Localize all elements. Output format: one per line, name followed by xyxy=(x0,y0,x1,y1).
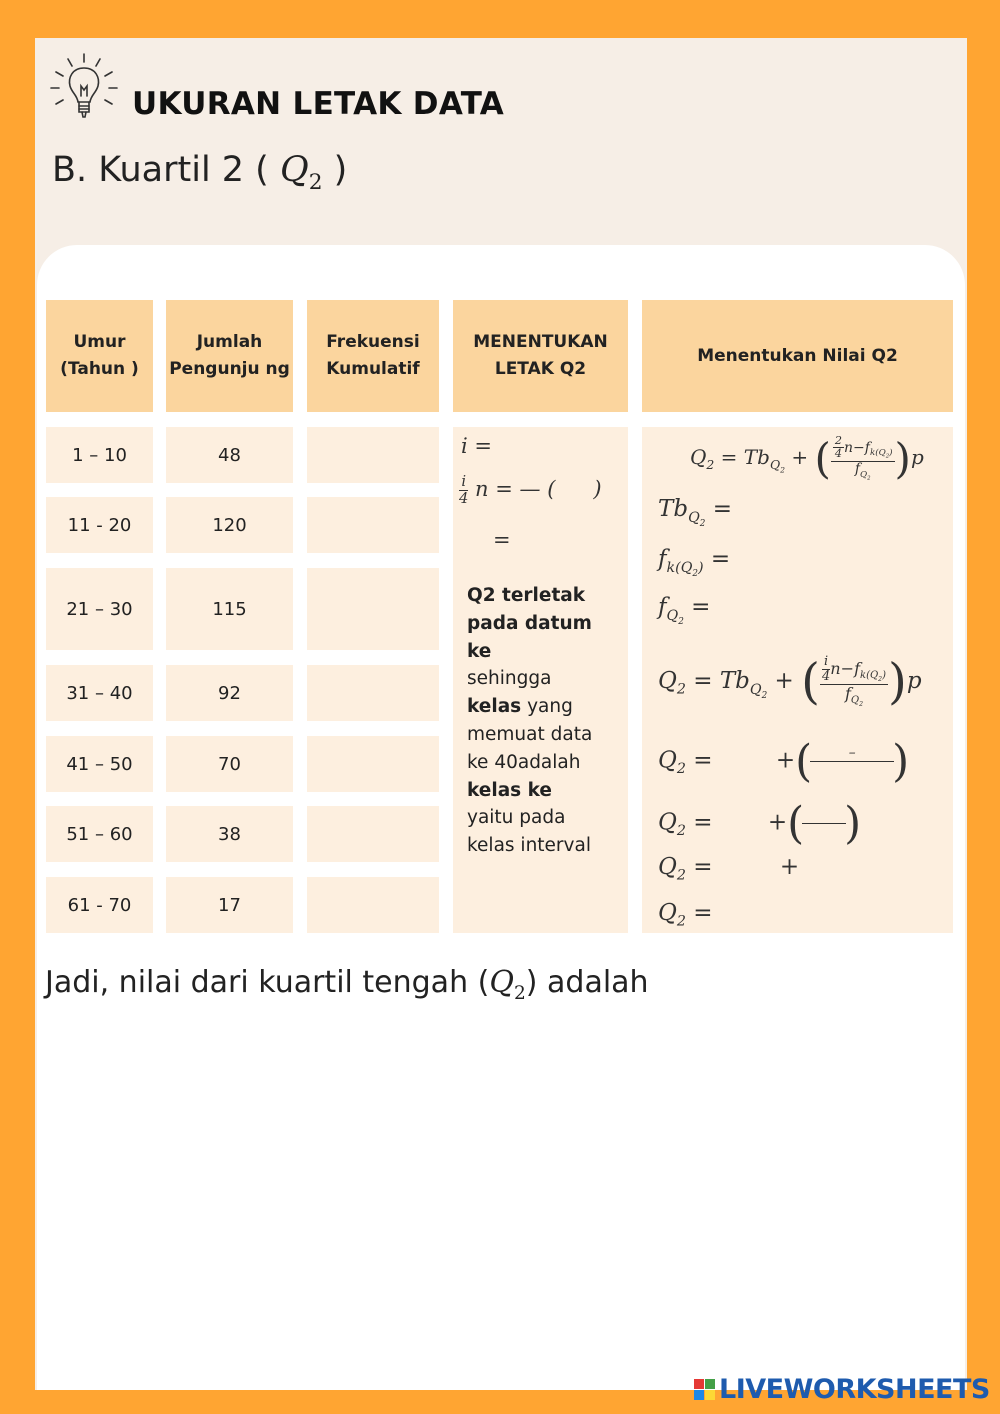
f1-small-frac xyxy=(833,435,844,461)
letak-line-6: memuat data xyxy=(467,723,593,745)
f2-plus: + xyxy=(774,668,794,694)
s1-frac-den xyxy=(850,762,854,777)
f1-k: k xyxy=(869,448,876,459)
liveworksheets-logo[interactable] xyxy=(694,1374,990,1405)
s2-paren-l: ( xyxy=(787,798,805,849)
f1-small-den: 4 xyxy=(834,446,842,460)
s2-q: Q xyxy=(658,809,677,836)
fk-f: f xyxy=(658,546,667,572)
cell-jumlah-2: 120 xyxy=(166,497,293,553)
f2-frac-den xyxy=(845,685,863,709)
input-frekuensi-6[interactable] xyxy=(307,806,439,862)
nilai-step-1 xyxy=(658,736,909,787)
s3-plus: + xyxy=(779,854,800,880)
letak-n-suffix: ) xyxy=(593,477,602,502)
conclusion-text xyxy=(45,965,649,1004)
conclusion-sub: 2 xyxy=(513,983,526,1004)
logo-mark-i xyxy=(705,1379,715,1389)
f1-f: f xyxy=(864,439,870,456)
f1-den-f: f xyxy=(854,460,861,477)
f2-minus: − xyxy=(840,659,855,678)
letak-line-10: kelas interval xyxy=(467,835,591,857)
nilai-formula-general xyxy=(690,434,924,483)
f1-paren-l: ( xyxy=(814,434,831,483)
s2-plus: + xyxy=(767,809,788,836)
f2-paren-r: ) xyxy=(887,654,907,710)
logo-mark-l xyxy=(694,1379,704,1389)
f1-small-num: 2 xyxy=(834,433,842,447)
s1-q: Q xyxy=(658,747,677,774)
f2-small-num: i xyxy=(824,653,829,669)
letak-line-8: kelas ke xyxy=(467,779,552,801)
s1-paren-r: ) xyxy=(892,736,910,787)
nilai-fk-line: $f_{k(Q_2)}$ = xyxy=(658,546,731,579)
s2-sub: 2 xyxy=(676,823,686,840)
logo-mark-v xyxy=(694,1390,704,1400)
f1-den-sub: 2 xyxy=(867,475,871,482)
letak-line-7: ke 40adalah xyxy=(467,751,581,773)
letak-i-over-4 xyxy=(459,474,468,507)
letak-frac-num: i xyxy=(461,473,467,490)
tb-q-sub: 2 xyxy=(699,518,706,529)
nilai-step-2 xyxy=(658,798,861,849)
header-jumlah: Jumlah Pengunju ng xyxy=(166,300,293,412)
fq-eq: = xyxy=(691,594,711,620)
letak-line-3: ke xyxy=(467,640,492,662)
letak-frac-den: 4 xyxy=(459,490,469,508)
f2-k: k xyxy=(860,670,867,682)
input-frekuensi-2[interactable] xyxy=(307,497,439,553)
cell-jumlah-5: 70 xyxy=(166,736,293,792)
f2-f: f xyxy=(854,659,861,678)
f2-q-sub: 2 xyxy=(676,681,686,698)
fk-q: Q xyxy=(680,559,693,576)
f2-frac-num: $\frac{i}{4}$ $n-f_{k(Q_2)}$ xyxy=(821,653,886,684)
letak-description xyxy=(467,582,592,860)
fq-q-sub: 2 xyxy=(678,616,684,627)
f2-fk-sub: 2 xyxy=(878,676,883,684)
letak-line-4: sehingga xyxy=(467,668,552,690)
f2-p: p xyxy=(906,668,922,694)
f2-den-sub: 2 xyxy=(859,701,864,709)
section-subtitle xyxy=(52,150,347,195)
cell-umur-4: 31 – 40 xyxy=(46,665,153,721)
cell-jumlah-1: 48 xyxy=(166,427,293,483)
s1-frac xyxy=(812,746,892,777)
f1-paren-r: ) xyxy=(894,434,911,483)
nilai-step-3 xyxy=(658,854,799,884)
f2-tb-q-sub: 2 xyxy=(761,690,768,701)
conclusion-q: Q xyxy=(489,965,514,1000)
s3-eq: = xyxy=(693,854,713,880)
cell-umur-5: 41 – 50 xyxy=(46,736,153,792)
letak-eq: = xyxy=(493,528,511,552)
conclusion-suffix: ) adalah xyxy=(525,965,649,1000)
letak-line-5-bold: kelas xyxy=(467,696,522,718)
page-title: UKURAN LETAK DATA xyxy=(132,86,505,122)
input-frekuensi-4[interactable] xyxy=(307,665,439,721)
f2-q: Q xyxy=(658,668,677,694)
f1-tb: Tb xyxy=(743,445,770,469)
header-nilai: Menentukan Nilai Q2 xyxy=(642,300,953,412)
f2-den-f: f xyxy=(844,684,851,704)
cell-umur-2: 11 - 20 xyxy=(46,497,153,553)
liveworksheets-logo-mark xyxy=(694,1379,715,1400)
subtitle-q: Q xyxy=(279,150,309,190)
s1-eq: = xyxy=(693,747,713,774)
f2-paren-l: ( xyxy=(801,654,820,710)
f1-q-sub: 2 xyxy=(706,457,715,472)
cell-jumlah-6: 38 xyxy=(166,806,293,862)
letak-line-5-rest: yang xyxy=(521,696,573,718)
f1-tb-q-sub: 2 xyxy=(780,465,785,475)
f2-small-frac xyxy=(822,655,830,684)
input-frekuensi-1[interactable] xyxy=(307,427,439,483)
f1-fk-q: Q xyxy=(878,448,886,459)
s1-frac-num: – xyxy=(810,746,894,762)
cell-jumlah-4: 92 xyxy=(166,665,293,721)
f2-eq: = xyxy=(693,668,713,694)
letak-line-2: pada datum xyxy=(467,612,592,634)
input-frekuensi-3[interactable] xyxy=(307,568,439,650)
s3-sub: 2 xyxy=(676,867,686,884)
f1-den-q: Q xyxy=(860,469,868,480)
subtitle-suffix: ) xyxy=(333,150,348,190)
s2-frac-num xyxy=(802,808,846,824)
f1-frac xyxy=(831,435,895,483)
f1-plus: + xyxy=(791,445,809,469)
s1-plus: + xyxy=(775,747,796,774)
input-frekuensi-5[interactable] xyxy=(307,736,439,792)
subtitle-sub: 2 xyxy=(308,170,323,195)
cell-umur-3: 21 – 30 xyxy=(46,568,153,650)
f1-frac-num: $\frac{2}{4}$ $n-f_{k(Q_2)}$ xyxy=(831,435,895,462)
subtitle-prefix: B. Kuartil 2 ( xyxy=(52,150,269,190)
nilai-formula-apply xyxy=(658,654,922,710)
tb-q: Q xyxy=(688,509,700,526)
conclusion-symbol xyxy=(489,965,526,1004)
fk-eq: = xyxy=(710,546,731,572)
f1-minus: − xyxy=(853,439,865,456)
tb-label: Tb xyxy=(658,496,689,522)
input-frekuensi-7[interactable] xyxy=(307,877,439,933)
s2-paren-r: ) xyxy=(844,798,862,849)
f2-tb: Tb xyxy=(719,668,750,694)
logo-mark-e xyxy=(705,1390,715,1400)
s1-sub: 2 xyxy=(676,761,686,778)
s4-q: Q xyxy=(658,900,677,926)
letak-n-prefix: n = — ( xyxy=(475,477,556,502)
letak-line-9: yaitu pada xyxy=(467,807,566,829)
f1-n: n xyxy=(844,439,854,456)
f1-p: p xyxy=(910,445,924,469)
cell-umur-1: 1 – 10 xyxy=(46,427,153,483)
f1-eq: = xyxy=(720,445,738,469)
f2-den-q: Q xyxy=(850,695,860,707)
logo-text: LIVEWORKSHEETS xyxy=(719,1374,990,1405)
cell-umur-7: 61 - 70 xyxy=(46,877,153,933)
f1-q: Q xyxy=(690,445,707,469)
tb-eq: = xyxy=(712,496,732,522)
s3-q: Q xyxy=(658,854,677,880)
cell-umur-6: 51 – 60 xyxy=(46,806,153,862)
header-umur: Umur (Tahun ) xyxy=(46,300,153,412)
f1-frac-den xyxy=(855,462,871,482)
s2-eq: = xyxy=(693,809,713,836)
f2-fk-q: Q xyxy=(869,670,879,682)
cell-jumlah-3: 115 xyxy=(166,568,293,650)
fk-q-sub: 2 xyxy=(692,568,699,579)
s2-frac xyxy=(804,808,844,839)
s2-frac-den xyxy=(822,824,826,839)
f2-tb-q: Q xyxy=(749,681,762,698)
nilai-fq-line xyxy=(658,594,710,626)
f2-small-den: 4 xyxy=(821,669,831,684)
f1-fk-sub: 2 xyxy=(885,454,890,460)
subtitle-symbol xyxy=(279,150,323,195)
fk-k: k xyxy=(666,559,676,576)
header-frekuensi: Frekuensi Kumulatif xyxy=(307,300,439,412)
nilai-step-4 xyxy=(658,900,713,930)
header-letak: MENENTUKAN LETAK Q2 xyxy=(453,300,628,412)
f2-n: n xyxy=(830,659,841,678)
f2-frac xyxy=(820,655,888,709)
fq-q: Q xyxy=(666,607,679,624)
letak-line-1: Q2 terletak xyxy=(467,585,586,606)
lightbulb-icon xyxy=(48,52,120,124)
conclusion-prefix: Jadi, nilai dari kuartil tengah ( xyxy=(45,965,490,1000)
nilai-tb-line xyxy=(658,496,732,528)
f1-tb-q: Q xyxy=(769,457,781,472)
s1-paren-l: ( xyxy=(795,736,813,787)
s4-eq: = xyxy=(693,900,713,926)
letak-n-equation xyxy=(459,474,602,507)
s4-sub: 2 xyxy=(676,913,686,930)
fq-f: f xyxy=(658,594,667,620)
letak-i-equation: i = xyxy=(461,434,492,458)
cell-jumlah-7: 17 xyxy=(166,877,293,933)
